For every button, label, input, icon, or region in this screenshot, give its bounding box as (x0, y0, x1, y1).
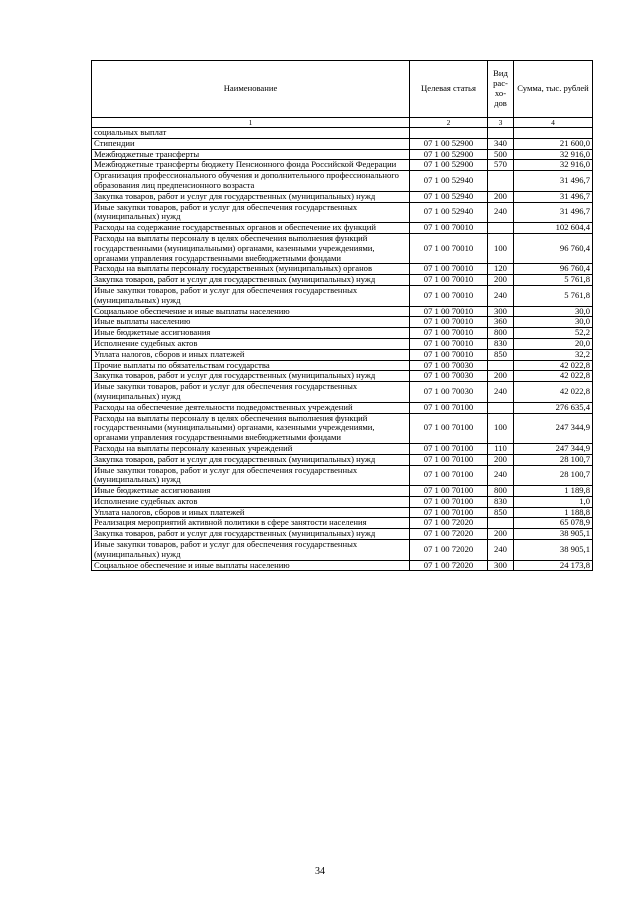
table-row (92, 382, 593, 403)
table-row (92, 507, 593, 518)
row-name-cell: Социальное обеспечение и иные выплаты населению (92, 560, 410, 571)
row-target-article-cell: 07 1 00 70100 (410, 443, 488, 454)
row-target-article-cell (410, 128, 488, 139)
table-row (92, 360, 593, 371)
row-name-cell: Прочие выплаты по обязательствам государства (92, 360, 410, 371)
row-name-cell: Иные закупки товаров, работ и услуг для обеспечения государственных (муниципальных) нужд (92, 465, 410, 486)
row-amount-cell: 32,2 (514, 349, 593, 360)
row-name-cell: Расходы на обеспечение деятельности подведомственных учреждений (92, 402, 410, 413)
row-name-cell: Иные закупки товаров, работ и услуг для обеспечения государственных (муниципальных) нужд (92, 202, 410, 223)
row-target-article-cell: 07 1 00 70100 (410, 413, 488, 443)
row-amount-cell: 30,0 (514, 317, 593, 328)
column-number: 1 (92, 118, 410, 128)
row-target-article-cell: 07 1 00 70010 (410, 338, 488, 349)
row-expense-type-cell: 110 (488, 443, 514, 454)
row-target-article-cell: 07 1 00 52940 (410, 171, 488, 192)
row-target-article-cell: 07 1 00 70100 (410, 465, 488, 486)
row-amount-cell: 42 022,8 (514, 360, 593, 371)
row-name-cell: Расходы на выплаты персоналу казенных учреждений (92, 443, 410, 454)
page-number: 34 (315, 866, 325, 877)
row-name-cell: Уплата налогов, сборов и иных платежей (92, 349, 410, 360)
table-row (92, 233, 593, 263)
row-target-article-cell: 07 1 00 70100 (410, 486, 488, 497)
header-expense-type: Вид рас-хо-дов (488, 61, 514, 118)
row-target-article-cell: 07 1 00 70030 (410, 371, 488, 382)
table-header-row (92, 61, 593, 118)
row-name-cell: Иные закупки товаров, работ и услуг для обеспечения государственных (муниципальных) нужд (92, 285, 410, 306)
table-row (92, 328, 593, 339)
table-row (92, 486, 593, 497)
row-expense-type-cell: 200 (488, 191, 514, 202)
table-row (92, 540, 593, 561)
table-row (92, 138, 593, 149)
row-target-article-cell: 07 1 00 70010 (410, 275, 488, 286)
row-target-article-cell: 07 1 00 52900 (410, 160, 488, 171)
row-amount-cell: 96 760,4 (514, 264, 593, 275)
row-name-cell: Иные бюджетные ассигнования (92, 486, 410, 497)
table-row (92, 413, 593, 443)
row-name-cell: Уплата налогов, сборов и иных платежей (92, 507, 410, 518)
row-expense-type-cell: 240 (488, 540, 514, 561)
row-expense-type-cell: 200 (488, 454, 514, 465)
table-row (92, 202, 593, 223)
table-row (92, 338, 593, 349)
row-target-article-cell: 07 1 00 70030 (410, 382, 488, 403)
row-amount-cell: 5 761,8 (514, 285, 593, 306)
table-row (92, 149, 593, 160)
column-number: 3 (488, 118, 514, 128)
row-amount-cell: 32 916,0 (514, 160, 593, 171)
row-amount-cell: 42 022,8 (514, 371, 593, 382)
row-expense-type-cell: 200 (488, 275, 514, 286)
row-amount-cell: 52,2 (514, 328, 593, 339)
row-amount-cell: 1 189,8 (514, 486, 593, 497)
row-target-article-cell: 07 1 00 70030 (410, 360, 488, 371)
row-target-article-cell: 07 1 00 70010 (410, 306, 488, 317)
table-row (92, 496, 593, 507)
row-amount-cell: 20,0 (514, 338, 593, 349)
row-expense-type-cell: 850 (488, 349, 514, 360)
row-expense-type-cell: 830 (488, 496, 514, 507)
row-target-article-cell: 07 1 00 70100 (410, 402, 488, 413)
row-target-article-cell: 07 1 00 52900 (410, 149, 488, 160)
row-expense-type-cell: 200 (488, 529, 514, 540)
row-amount-cell: 276 635,4 (514, 402, 593, 413)
row-target-article-cell: 07 1 00 52940 (410, 202, 488, 223)
table-row (92, 275, 593, 286)
header-amount: Сумма, тыс. рублей (514, 61, 593, 118)
row-expense-type-cell: 100 (488, 233, 514, 263)
row-name-cell: Организация профессионального обучения и дополнительного профессионального образования лиц предпенсионного возраста (92, 171, 410, 192)
row-expense-type-cell (488, 402, 514, 413)
table-row (92, 306, 593, 317)
row-name-cell: Социальное обеспечение и иные выплаты населению (92, 306, 410, 317)
column-number: 2 (410, 118, 488, 128)
row-amount-cell: 28 100,7 (514, 465, 593, 486)
row-expense-type-cell: 240 (488, 285, 514, 306)
row-name-cell: социальных выплат (92, 128, 410, 139)
row-name-cell: Реализация мероприятий активной политики в сфере занятости населения (92, 518, 410, 529)
row-expense-type-cell: 240 (488, 382, 514, 403)
row-expense-type-cell: 570 (488, 160, 514, 171)
row-target-article-cell: 07 1 00 72020 (410, 529, 488, 540)
column-number: 4 (514, 118, 593, 128)
row-name-cell: Межбюджетные трансферты бюджету Пенсионного фонда Российской Федерации (92, 160, 410, 171)
row-expense-type-cell: 240 (488, 202, 514, 223)
row-name-cell: Закупка товаров, работ и услуг для государственных (муниципальных) нужд (92, 529, 410, 540)
row-amount-cell: 1 188,8 (514, 507, 593, 518)
row-expense-type-cell: 800 (488, 328, 514, 339)
column-number-row (92, 118, 593, 128)
row-target-article-cell: 07 1 00 70010 (410, 285, 488, 306)
table-row (92, 191, 593, 202)
row-expense-type-cell (488, 171, 514, 192)
row-expense-type-cell: 300 (488, 306, 514, 317)
row-name-cell: Закупка товаров, работ и услуг для государственных (муниципальных) нужд (92, 371, 410, 382)
row-name-cell: Исполнение судебных актов (92, 496, 410, 507)
row-amount-cell: 32 916,0 (514, 149, 593, 160)
row-expense-type-cell (488, 223, 514, 234)
table-row (92, 160, 593, 171)
row-expense-type-cell: 500 (488, 149, 514, 160)
table-row (92, 264, 593, 275)
row-target-article-cell: 07 1 00 70100 (410, 454, 488, 465)
row-name-cell: Закупка товаров, работ и услуг для государственных (муниципальных) нужд (92, 454, 410, 465)
row-name-cell: Иные бюджетные ассигнования (92, 328, 410, 339)
row-target-article-cell: 07 1 00 72020 (410, 518, 488, 529)
table-body (92, 128, 593, 571)
row-target-article-cell: 07 1 00 52940 (410, 191, 488, 202)
row-amount-cell: 65 078,9 (514, 518, 593, 529)
row-target-article-cell: 07 1 00 70010 (410, 223, 488, 234)
table-row (92, 454, 593, 465)
row-expense-type-cell (488, 518, 514, 529)
row-expense-type-cell: 340 (488, 138, 514, 149)
row-amount-cell: 38 905,1 (514, 529, 593, 540)
table-row (92, 402, 593, 413)
row-name-cell: Стипендии (92, 138, 410, 149)
row-expense-type-cell: 200 (488, 371, 514, 382)
row-name-cell: Закупка товаров, работ и услуг для государственных (муниципальных) нужд (92, 275, 410, 286)
row-expense-type-cell: 100 (488, 413, 514, 443)
row-amount-cell: 1,0 (514, 496, 593, 507)
row-expense-type-cell: 830 (488, 338, 514, 349)
row-target-article-cell: 07 1 00 72020 (410, 560, 488, 571)
table-row (92, 465, 593, 486)
row-name-cell: Расходы на содержание государственных органов и обеспечение их функций (92, 223, 410, 234)
table-row (92, 285, 593, 306)
row-amount-cell: 24 173,8 (514, 560, 593, 571)
table-row (92, 443, 593, 454)
table-row (92, 371, 593, 382)
table-row (92, 349, 593, 360)
table-row (92, 223, 593, 234)
row-expense-type-cell: 300 (488, 560, 514, 571)
row-amount-cell: 28 100,7 (514, 454, 593, 465)
row-amount-cell: 31 496,7 (514, 171, 593, 192)
row-name-cell: Иные закупки товаров, работ и услуг для обеспечения государственных (муниципальных) нужд (92, 540, 410, 561)
table-row (92, 317, 593, 328)
row-target-article-cell: 07 1 00 52900 (410, 138, 488, 149)
row-name-cell: Расходы на выплаты персоналу в целях обеспечения выполнения функций государственными (муниципальными) органами, казенными учреждениями, органами управления государственными внебюджетными фондами (92, 413, 410, 443)
row-amount-cell (514, 128, 593, 139)
row-name-cell: Закупка товаров, работ и услуг для государственных (муниципальных) нужд (92, 191, 410, 202)
row-expense-type-cell: 120 (488, 264, 514, 275)
row-expense-type-cell: 800 (488, 486, 514, 497)
row-expense-type-cell: 360 (488, 317, 514, 328)
row-expense-type-cell (488, 360, 514, 371)
row-target-article-cell: 07 1 00 70010 (410, 349, 488, 360)
row-amount-cell: 247 344,9 (514, 443, 593, 454)
row-expense-type-cell: 850 (488, 507, 514, 518)
row-amount-cell: 102 604,4 (514, 223, 593, 234)
row-target-article-cell: 07 1 00 70100 (410, 496, 488, 507)
row-amount-cell: 31 496,7 (514, 202, 593, 223)
row-name-cell: Иные закупки товаров, работ и услуг для обеспечения государственных (муниципальных) нужд (92, 382, 410, 403)
header-name: Наименование (92, 61, 410, 118)
row-target-article-cell: 07 1 00 70010 (410, 233, 488, 263)
row-amount-cell: 247 344,9 (514, 413, 593, 443)
row-name-cell: Исполнение судебных актов (92, 338, 410, 349)
table-row (92, 560, 593, 571)
row-amount-cell: 38 905,1 (514, 540, 593, 561)
row-name-cell: Расходы на выплаты персоналу государственных (муниципальных) органов (92, 264, 410, 275)
row-expense-type-cell (488, 128, 514, 139)
table-row (92, 171, 593, 192)
row-amount-cell: 21 600,0 (514, 138, 593, 149)
row-name-cell: Расходы на выплаты персоналу в целях обеспечения выполнения функций государственными (муниципальными) органами, казенными учреждениями, органами управления государственными внебюджетными фондами (92, 233, 410, 263)
row-target-article-cell: 07 1 00 72020 (410, 540, 488, 561)
header-target-article: Целевая статья (410, 61, 488, 118)
row-amount-cell: 42 022,8 (514, 382, 593, 403)
row-name-cell: Межбюджетные трансферты (92, 149, 410, 160)
budget-table (91, 60, 593, 571)
row-amount-cell: 5 761,8 (514, 275, 593, 286)
row-target-article-cell: 07 1 00 70100 (410, 507, 488, 518)
row-expense-type-cell: 240 (488, 465, 514, 486)
row-name-cell: Иные выплаты населению (92, 317, 410, 328)
row-amount-cell: 30,0 (514, 306, 593, 317)
row-amount-cell: 96 760,4 (514, 233, 593, 263)
table-row (92, 128, 593, 139)
row-target-article-cell: 07 1 00 70010 (410, 328, 488, 339)
row-target-article-cell: 07 1 00 70010 (410, 264, 488, 275)
table-row (92, 529, 593, 540)
row-target-article-cell: 07 1 00 70010 (410, 317, 488, 328)
row-amount-cell: 31 496,7 (514, 191, 593, 202)
table-row (92, 518, 593, 529)
